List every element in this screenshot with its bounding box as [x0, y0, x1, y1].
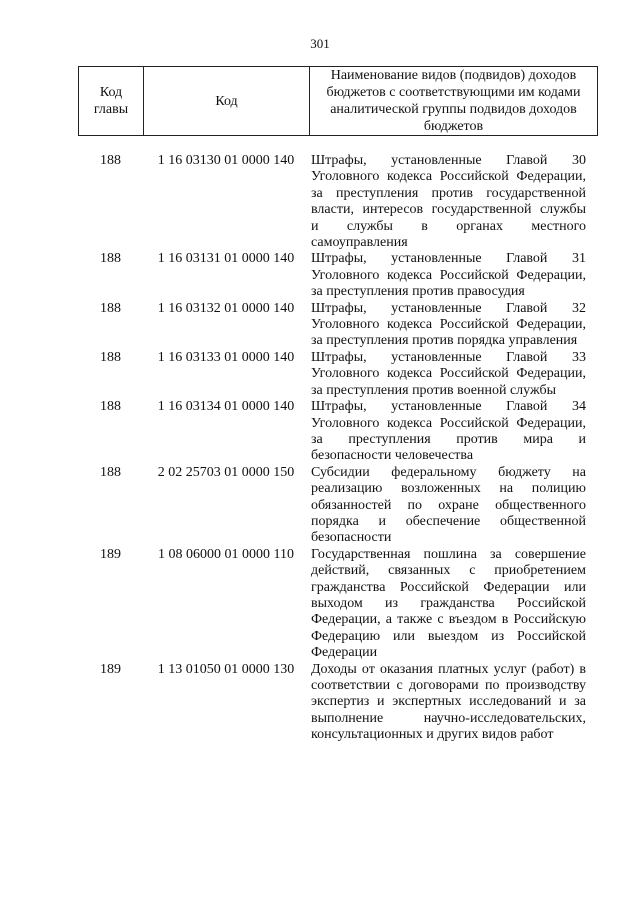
description-line: за преступления против военной службы	[311, 382, 556, 398]
chapter-code-cell: 188	[100, 251, 121, 267]
budget-code-cell: 1 16 03131 01 0000 140	[157, 251, 295, 267]
description-line: безопасности человечества	[311, 448, 474, 464]
description-line: Федерации, а также с въездом в Российскую	[311, 612, 586, 628]
income-description-cell	[309, 399, 598, 465]
table-body	[78, 153, 598, 744]
description-line: Уголовного кодекса Российской Федерации,	[311, 267, 586, 283]
description-line: Уголовного кодекса Российской Федерации,	[311, 415, 586, 431]
income-description-cell	[309, 350, 598, 399]
description-line: и службы в органах местного	[311, 218, 586, 234]
description-line: Доходы от оказания платных услуг (работ) в	[311, 661, 586, 677]
table-row	[78, 153, 598, 251]
budget-code-cell: 1 16 03134 01 0000 140	[157, 399, 295, 415]
budget-code-cell: 2 02 25703 01 0000 150	[157, 464, 295, 480]
header-chapter-code	[79, 67, 144, 135]
description-line: Субсидии федеральному бюджету на	[311, 464, 586, 480]
description-line: безопасности	[311, 530, 392, 546]
description-line: самоуправления	[311, 235, 408, 251]
description-line: Штрафы, установленные Главой 32	[311, 300, 586, 316]
income-description-cell	[309, 153, 598, 251]
header-name-line: аналитической группы подвидов доходов	[330, 102, 577, 117]
page-number: 301	[310, 36, 330, 51]
budget-code-cell: 1 16 03132 01 0000 140	[157, 300, 295, 316]
header-chapter-code-line: Код	[99, 85, 123, 100]
table-row	[78, 547, 598, 662]
table-row	[78, 301, 598, 350]
description-line: Уголовного кодекса Российской Федерации,	[311, 317, 586, 333]
description-line: обязанностей по охране общественного	[311, 497, 586, 513]
description-line: за преступления против правосудия	[311, 284, 525, 300]
header-name-line: Наименование видов (подвидов) доходов	[330, 68, 577, 83]
budget-code-cell: 1 08 06000 01 0000 110	[158, 546, 294, 562]
description-line: гражданства Российской Федерации или	[311, 579, 586, 595]
header-name	[310, 67, 597, 135]
chapter-code-cell: 188	[100, 153, 121, 168]
description-line: Федерацию или выездом из Российской	[311, 628, 586, 644]
table-header	[78, 66, 598, 136]
income-description-cell	[309, 662, 598, 744]
chapter-code-cell: 189	[100, 546, 121, 562]
description-line: Государственная пошлина за совершение	[311, 546, 586, 562]
income-description-cell	[309, 547, 598, 662]
description-line: Федерации	[311, 645, 378, 661]
description-line: порядка и обеспечение общественной	[311, 513, 586, 529]
header-chapter-code-line: главы	[93, 102, 129, 117]
income-description-cell	[309, 251, 598, 300]
description-line: консультационных и других видов работ	[311, 727, 554, 743]
description-line: Штрафы, установленные Главой 30	[311, 153, 586, 168]
chapter-code-cell: 188	[100, 464, 121, 480]
description-line: за преступления против мира и	[311, 431, 586, 447]
table-row	[78, 662, 598, 744]
description-line: Уголовного кодекса Российской Федерации,	[311, 366, 586, 382]
table-row	[78, 465, 598, 547]
budget-code-cell: 1 16 03130 01 0000 140	[157, 153, 295, 168]
header-name-line: бюджетов	[423, 119, 484, 134]
chapter-code-cell: 188	[100, 300, 121, 316]
table-row	[78, 350, 598, 399]
description-line: за преступления против порядка управления	[311, 333, 578, 349]
header-name-line: бюджетов с соответствующими им кодами	[326, 85, 581, 100]
description-line: Штрафы, установленные Главой 31	[311, 251, 586, 267]
description-line: власти, интересов государственной службы	[311, 202, 586, 218]
description-line: Уголовного кодекса Российской Федерации,	[311, 169, 586, 185]
table-row	[78, 251, 598, 300]
budget-code-cell: 1 13 01050 01 0000 130	[157, 661, 295, 677]
chapter-code-cell: 188	[100, 349, 121, 365]
description-line: соответствии с договорами по производству	[311, 678, 586, 693]
header-code: Код	[144, 67, 310, 135]
chapter-code-cell: 189	[100, 661, 121, 677]
budget-code-cell: 1 16 03133 01 0000 140	[157, 349, 295, 365]
chapter-code-cell: 188	[100, 399, 121, 415]
table-row	[78, 399, 598, 465]
description-line: выполнение научно-исследовательских,	[311, 710, 586, 726]
description-line: действий, связанных с приобретением	[311, 563, 586, 579]
income-description-cell	[309, 465, 598, 547]
description-line: Штрафы, установленные Главой 33	[311, 349, 586, 365]
description-line: выходом из гражданства Российской	[311, 595, 586, 611]
income-description-cell	[309, 301, 598, 350]
description-line: экспертиз и экспертных исследований и за	[311, 694, 586, 710]
description-line: за преступления против государственной	[311, 185, 586, 201]
description-line: реализацию возложенных на полицию	[311, 481, 586, 497]
description-line: Штрафы, установленные Главой 34	[311, 399, 586, 415]
